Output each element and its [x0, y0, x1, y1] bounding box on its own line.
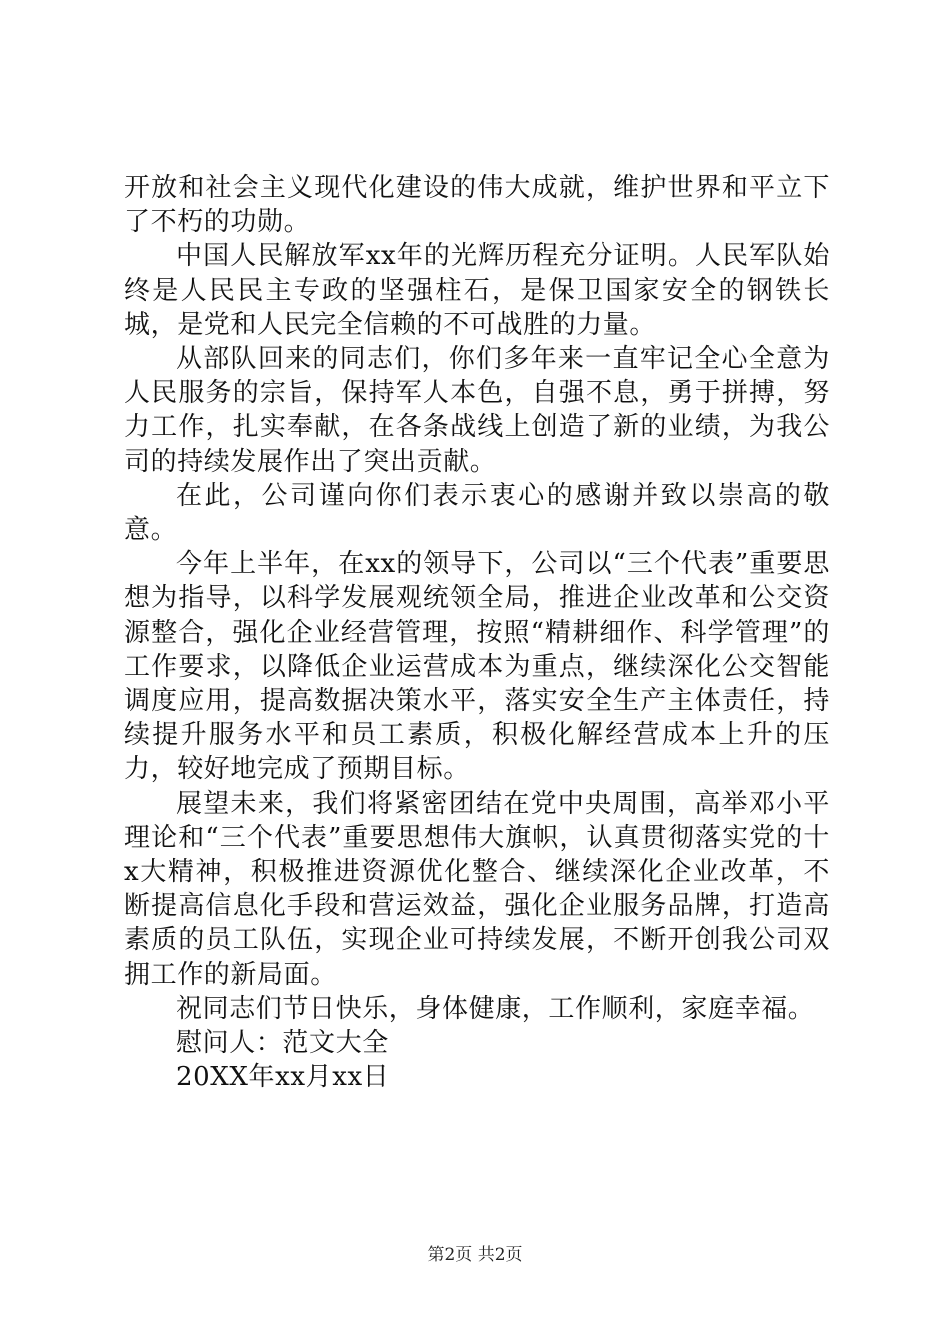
paragraph-veterans: 从部队回来的同志们，你们多年来一直牢记全心全意为人民服务的宗旨，保持军人本色，自强不息，勇于拼搏，努力工作，扎实奉献，在各条战线上创造了新的业绩，为我公司的持续发展作出了突出贡献。	[124, 344, 830, 477]
paragraph-outlook: 展望未来，我们将紧密团结在党中央周围，高举邓小平理论和“三个代表”重要思想伟大旗帜，认真贯彻落实党的十x大精神，积极推进资源优化整合、继续深化企业改革，不断提高信息化手段和营运效益，强化企业服务品牌，打造高素质的员工队伍，实现企业可持续发展，不断开创我公司双拥工作的新局面。	[124, 788, 830, 990]
paragraph-army-history: 中国人民解放军xx年的光辉历程充分证明。人民军队始终是人民民主专政的坚强柱石，是保卫国家安全的钢铁长城，是党和人民完全信赖的不可战胜的力量。	[124, 241, 830, 340]
letter-body	[124, 171, 830, 1094]
paragraph-first-half-year: 今年上半年，在xx的领导下，公司以“三个代表”重要思想为指导，以科学发展观统领全局，推进企业改革和公交资源整合，强化企业经营管理，按照“精耕细作、科学管理”的工作要求，以降低企业运营成本为重点，继续深化公交智能调度应用，提高数据决策水平，落实安全生产主体责任，持续提升服务水平和员工素质，积极化解经营成本上升的压力，较好地完成了预期目标。	[124, 549, 830, 785]
page-number-footer: 第2页 共2页	[427, 1245, 523, 1265]
paragraph-wishes: 祝同志们节日快乐，身体健康，工作顺利，家庭幸福。	[176, 993, 815, 1024]
paragraph-gratitude: 在此，公司谨向你们表示衷心的感谢并致以崇高的敬意。	[124, 480, 830, 546]
signature-date: 20XX年xx月xx日	[176, 1062, 390, 1093]
paragraph-continuation: 开放和社会主义现代化建设的伟大成就，维护世界和平立下了不朽的功勋。	[124, 173, 830, 238]
signature-sender: 慰问人：范文大全	[176, 1028, 389, 1059]
